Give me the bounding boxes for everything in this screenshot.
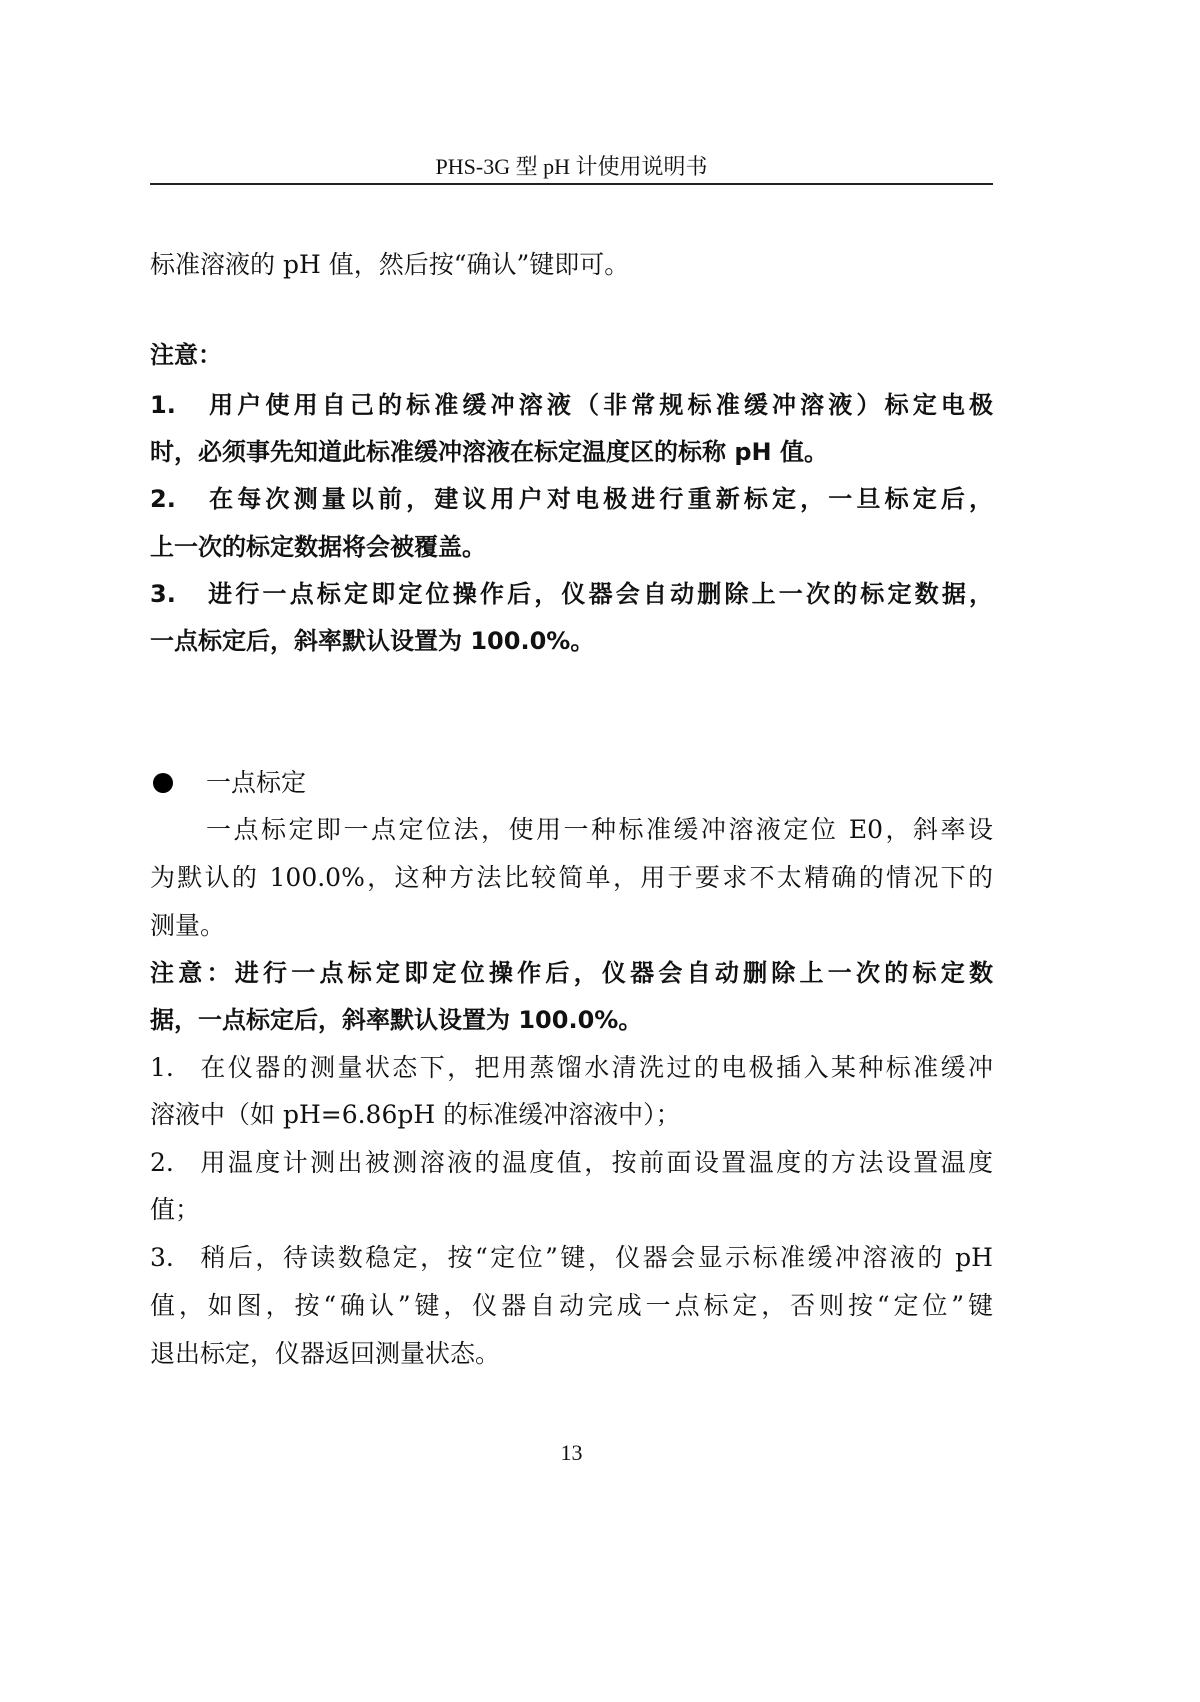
- section-note-line: 据，一点标定后，斜率默认设置为 100.0%。: [150, 1006, 643, 1034]
- page-number: 13: [560, 1440, 583, 1465]
- item-number: 3.: [150, 580, 176, 608]
- bullet-icon: [153, 773, 173, 793]
- notice-item-2-cont: 上一次的标定数据将会被覆盖。: [150, 533, 486, 561]
- step-3-cont: 退出标定，仪器返回测量状态。: [150, 1339, 501, 1368]
- step-text: 稍后，待读数稳定，按“定位”键，仪器会显示标准缓冲溶液的 pH: [198, 1243, 993, 1272]
- section-desc-line: 一点标定即一点定位法，使用一种标准缓冲溶液定位 E0，斜率设: [206, 815, 993, 844]
- item-text: 在每次测量以前，建议用户对电极进行重新标定，一旦标定后，: [205, 485, 993, 513]
- notice-item-2: [150, 483, 993, 515]
- item-text: 进行一点标定即定位操作后，仪器会自动删除上一次的标定数据，: [205, 580, 993, 608]
- step-text: 在仪器的测量状态下，把用蒸馏水清洗过的电极插入某种标准缓冲: [198, 1053, 993, 1082]
- step-3-cont: 值，如图，按“确认”键，仪器自动完成一点标定，否则按“定位”键: [150, 1291, 993, 1320]
- section-desc-line: 为默认的 100.0%，这种方法比较简单，用于要求不太精确的情况下的: [150, 863, 993, 892]
- section-desc-line: 测量。: [150, 911, 226, 940]
- running-header: PHS-3G 型 pH 计使用说明书: [435, 154, 708, 179]
- step-2: [150, 1147, 993, 1179]
- step-3: [150, 1242, 993, 1274]
- section-title: 一点标定: [206, 768, 307, 797]
- notice-heading: 注意：: [150, 341, 222, 369]
- notice-item-1-cont: 时，必须事先知道此标准缓冲溶液在标定温度区的标称 pH 值。: [150, 438, 828, 466]
- step-number: 3.: [150, 1243, 174, 1272]
- item-number: 1.: [150, 391, 176, 419]
- intro-line: 标准溶液的 pH 值，然后按“确认”键即可。: [150, 250, 630, 279]
- section-note-line: 注意：进行一点标定即定位操作后，仪器会自动删除上一次的标定数: [150, 959, 993, 987]
- notice-item-1: [150, 389, 993, 421]
- notice-item-3-cont: 一点标定后，斜率默认设置为 100.0%。: [150, 627, 595, 655]
- step-1: [150, 1052, 993, 1084]
- step-number: 1.: [150, 1053, 174, 1082]
- step-text: 用温度计测出被测溶液的温度值，按前面设置温度的方法设置温度: [198, 1148, 993, 1177]
- notice-item-3: [150, 578, 993, 610]
- header-rule: [150, 183, 993, 185]
- item-text: 用户使用自己的标准缓冲溶液（非常规标准缓冲溶液）标定电极: [205, 391, 993, 419]
- step-1-cont: 溶液中（如 pH=6.86pH 的标准缓冲溶液中）；: [150, 1100, 681, 1129]
- step-number: 2.: [150, 1148, 174, 1177]
- item-number: 2.: [150, 485, 176, 513]
- step-2-cont: 值；: [150, 1195, 201, 1224]
